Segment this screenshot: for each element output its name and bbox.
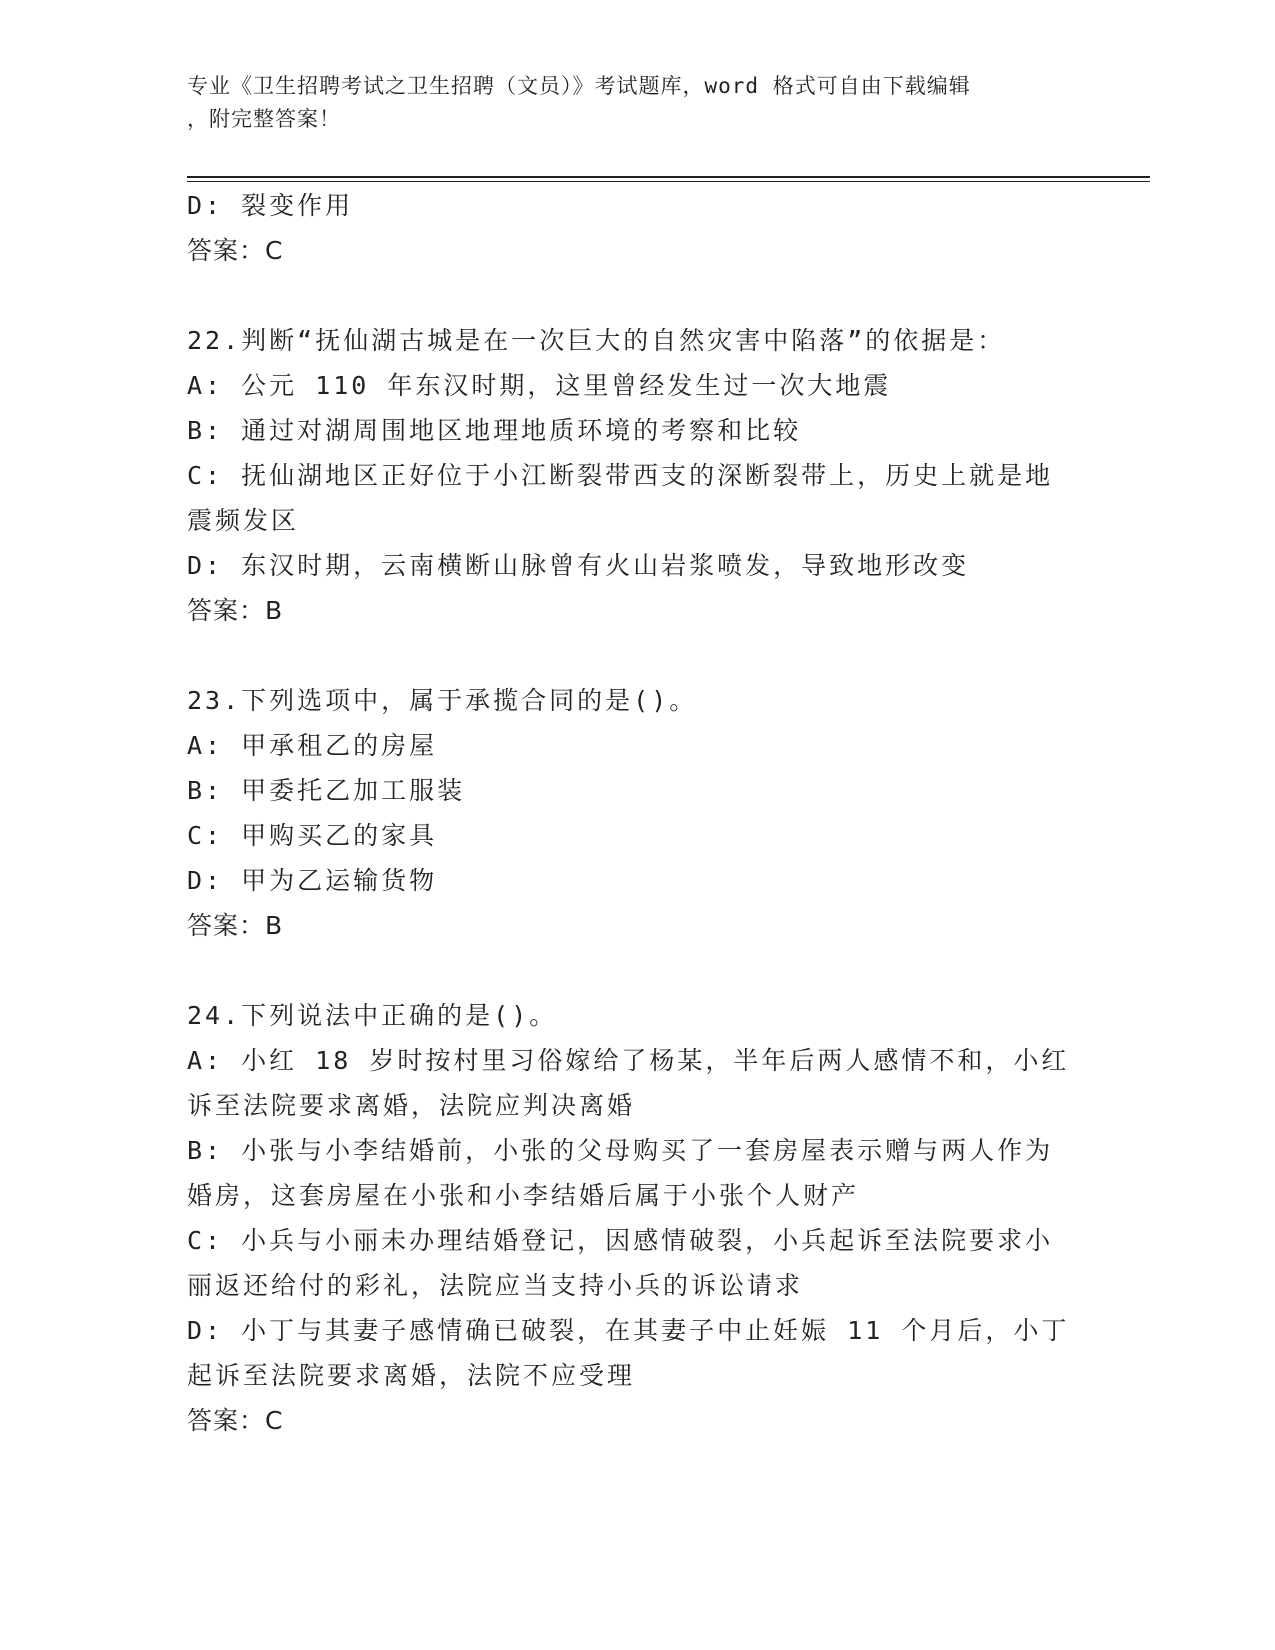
question-24-answer: 答案：C bbox=[187, 1406, 284, 1435]
question-22-option-c-line-2: 震频发区 bbox=[187, 506, 300, 535]
question-23-option-c: C: 甲购买乙的家具 bbox=[187, 821, 438, 850]
question-24-option-c-line-1: C: 小兵与小丽未办理结婚登记，因感情破裂，小兵起诉至法院要求小 bbox=[187, 1226, 1054, 1255]
question-22-option-b: B: 通过对湖周围地区地理地质环境的考察和比较 bbox=[187, 416, 802, 445]
page-header bbox=[187, 70, 1067, 136]
prev-answer: 答案：C bbox=[187, 236, 284, 265]
header-divider-thick bbox=[187, 176, 1150, 178]
question-24-option-c-line-2: 丽返还给付的彩礼，法院应当支持小兵的诉讼请求 bbox=[187, 1271, 804, 1300]
question-24-option-d-line-2: 起诉至法院要求离婚，法院不应受理 bbox=[187, 1361, 636, 1390]
question-23-option-a: A: 甲承租乙的房屋 bbox=[187, 731, 438, 760]
question-24-option-d-line-1: D: 小丁与其妻子感情确已破裂，在其妻子中止妊娠 11 个月后，小丁 bbox=[187, 1316, 1070, 1345]
question-23-option-d: D: 甲为乙运输货物 bbox=[187, 866, 438, 895]
question-24-option-b-line-2: 婚房，这套房屋在小张和小李结婚后属于小张个人财产 bbox=[187, 1181, 860, 1210]
question-22-option-d: D: 东汉时期，云南横断山脉曾有火山岩浆喷发，导致地形改变 bbox=[187, 551, 970, 580]
question-24-option-a-line-2: 诉至法院要求离婚，法院应判决离婚 bbox=[187, 1091, 636, 1120]
question-23-option-b: B: 甲委托乙加工服装 bbox=[187, 776, 466, 805]
header-line-1: 专业《卫生招聘考试之卫生招聘（文员）》考试题库，word 格式可自由下载编辑 bbox=[187, 74, 971, 98]
question-22-answer: 答案：B bbox=[187, 596, 284, 625]
prev-option-d: D: 裂变作用 bbox=[187, 191, 354, 220]
question-23-answer: 答案：B bbox=[187, 911, 284, 940]
question-22-stem: 22.判断“抚仙湖古城是在一次巨大的自然灾害中陷落”的依据是： bbox=[187, 326, 1006, 355]
question-24-option-a-line-1: A: 小红 18 岁时按村里习俗嫁给了杨某，半年后两人感情不和，小红 bbox=[187, 1046, 1070, 1075]
question-22-option-a: A: 公元 110 年东汉时期，这里曾经发生过一次大地震 bbox=[187, 371, 892, 400]
question-22-option-c-line-1: C: 抚仙湖地区正好位于小江断裂带西支的深断裂带上，历史上就是地 bbox=[187, 461, 1054, 490]
header-divider-thin bbox=[187, 181, 1150, 182]
question-23-stem: 23.下列选项中，属于承揽合同的是()。 bbox=[187, 686, 698, 715]
header-line-2: ，附完整答案！ bbox=[187, 107, 341, 131]
question-24-stem: 24.下列说法中正确的是()。 bbox=[187, 1001, 558, 1030]
question-24-option-b-line-1: B: 小张与小李结婚前，小张的父母购买了一套房屋表示赠与两人作为 bbox=[187, 1136, 1054, 1165]
